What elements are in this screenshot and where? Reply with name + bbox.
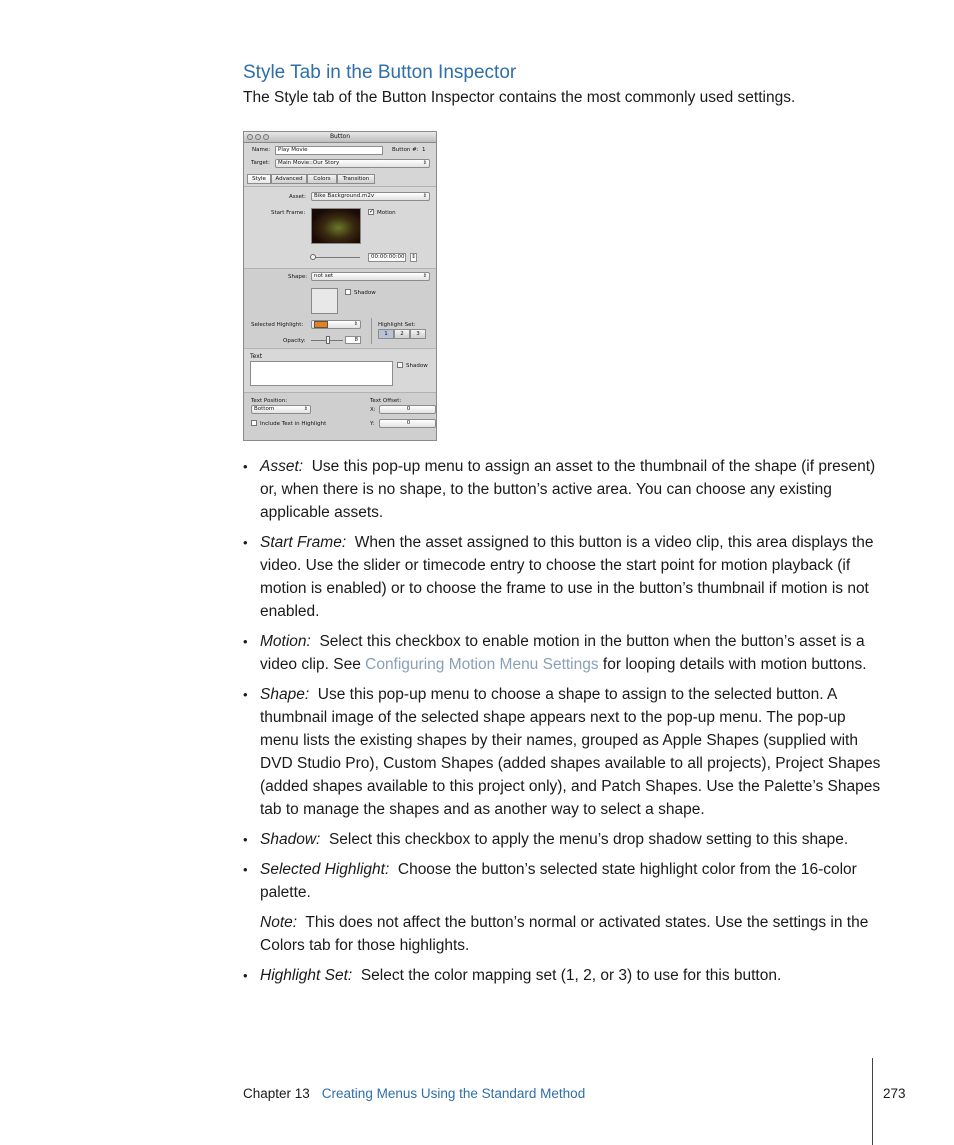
include-text-label: Include Text in Highlight [260, 421, 327, 427]
target-popup[interactable] [275, 159, 430, 168]
popup-arrows-icon: ⇕ [303, 406, 308, 412]
note-paragraph [243, 911, 883, 957]
bullet-term: Shadow: [260, 831, 321, 848]
y-offset-label: Y: [370, 421, 375, 427]
target-popup-value: Main Movie::Our Story [278, 160, 340, 166]
highlight-set-2[interactable]: 2 [394, 329, 410, 339]
bullet-text: Use this pop-up menu to assign an asset to the thumbnail of the shape (if present) or, when there is no shape, to the button’s active area. You can choose any existing applicable assets. [260, 458, 876, 521]
x-offset-value: 0 [406, 406, 411, 412]
timecode-input[interactable]: 00:00:00:00 [368, 253, 406, 262]
highlight-set-1[interactable]: 1 [378, 329, 394, 339]
bullet-term: Highlight Set: [260, 967, 353, 984]
tab-transition[interactable]: Transition [337, 174, 375, 184]
shape-popup-value: not set [314, 273, 334, 279]
button-number-label: Button #: [392, 147, 419, 153]
chapter-title-link[interactable]: Creating Menus Using the Standard Method [321, 1086, 586, 1101]
start-frame-label: Start Frame: [271, 210, 306, 216]
settings-list [243, 455, 883, 994]
popup-arrows-icon: ⇕ [353, 321, 358, 327]
list-item [243, 455, 883, 524]
bullet-icon: • [243, 832, 248, 847]
start-frame-thumbnail [311, 208, 361, 244]
bullet-term: Motion: [260, 633, 311, 650]
asset-popup-value: Bike Background.m2v [314, 193, 375, 199]
tab-advanced[interactable]: Advanced [271, 174, 307, 184]
text-position-popup[interactable] [251, 405, 311, 414]
page-number: 273 [883, 1086, 906, 1101]
text-shadow-label: Shadow [406, 363, 428, 369]
bullet-term: Selected Highlight: [260, 861, 390, 878]
highlight-set-3[interactable]: 3 [410, 329, 426, 339]
list-item [243, 630, 883, 676]
selected-highlight-label: Selected Highlight: [251, 322, 304, 328]
y-offset-stepper[interactable] [379, 419, 436, 428]
page-footer [243, 1086, 585, 1101]
shape-shadow-checkbox[interactable] [345, 289, 351, 295]
bullet-icon: • [243, 687, 248, 702]
popup-arrows-icon: ⇕ [422, 160, 427, 166]
note-text: This does not affect the button’s normal or activated states. Use the settings in the Colors tab for those highlights. [260, 914, 869, 954]
bullet-text: When the asset assigned to this button is a video clip, this area displays the video. Use the slider or timecode entry to choose the start point for motion playback (if motion is enabled) or to choose the frame to use in the button’s thumbnail if motion is not enabled. [260, 534, 874, 620]
highlight-set-label: Highlight Set: [378, 322, 416, 328]
list-item [243, 828, 883, 851]
x-offset-label: X: [370, 407, 376, 413]
bullet-icon: • [243, 634, 248, 649]
target-label: Target: [251, 160, 270, 166]
motion-checkbox[interactable]: ✓ [369, 208, 375, 215]
motion-settings-link[interactable]: Configuring Motion Menu Settings [365, 656, 599, 673]
bullet-text: for looping details with motion buttons. [598, 656, 867, 673]
bullet-text: Select this checkbox to enable motion in the button when the button’s asset is a video clip. See [260, 633, 865, 673]
opacity-label: Opacity: [283, 338, 306, 344]
list-item [243, 683, 883, 821]
bullet-text: Use this pop-up menu to choose a shape to assign to the selected button. A thumbnail image of the selected shape appears next to the pop-up menu. The pop-up menu lists the existing shapes by their names, grouped as Apple Shapes (supplied with DVD Studio Pro), Custom Shapes (added shapes available to all projects), Project Shapes (added shapes available to this project only), and Patch Shapes. Use the Palette’s Shapes tab to manage the shapes and as another way to select a shape. [260, 686, 881, 818]
bullet-icon: • [243, 968, 248, 983]
button-inspector-window [243, 131, 437, 441]
shape-popup[interactable] [311, 272, 430, 281]
tab-style[interactable]: Style [247, 174, 271, 184]
timecode-stepper[interactable]: ⇕ [411, 254, 416, 260]
footer-divider [872, 1058, 873, 1145]
shape-label: Shape: [288, 274, 308, 280]
bullet-text: Select the color mapping set (1, 2, or 3) to use for this button. [360, 967, 782, 984]
bullet-term: Shape: [260, 686, 310, 703]
popup-arrows-icon: ⇕ [422, 193, 427, 199]
section-heading: Style Tab in the Button Inspector [243, 62, 517, 83]
popup-arrows-icon: ⇕ [422, 273, 427, 279]
opacity-value[interactable]: 8 [345, 336, 361, 344]
list-item [243, 531, 883, 623]
text-shadow-checkbox[interactable] [397, 362, 403, 368]
x-offset-stepper[interactable] [379, 405, 436, 414]
asset-label: Asset: [289, 194, 306, 200]
button-number-value: 1 [422, 147, 426, 153]
text-offset-label: Text Offset: [370, 398, 402, 404]
bullet-icon: • [243, 535, 248, 550]
text-position-value: Bottom [254, 406, 275, 412]
shape-shadow-label: Shadow [354, 290, 376, 296]
note-term: Note: [260, 914, 298, 931]
list-item [243, 858, 883, 904]
include-text-checkbox[interactable] [251, 420, 257, 426]
name-label: Name: [252, 147, 271, 153]
asset-popup[interactable] [311, 192, 430, 201]
tab-colors[interactable]: Colors [307, 174, 337, 184]
intro-paragraph: The Style tab of the Button Inspector contains the most commonly used settings. [243, 89, 796, 106]
highlight-color-popup[interactable] [311, 320, 361, 329]
window-titlebar [244, 132, 436, 143]
bullet-term: Start Frame: [260, 534, 347, 551]
y-offset-value: 0 [406, 420, 411, 426]
bullet-icon: • [243, 459, 248, 474]
text-section-label: Text [250, 353, 263, 360]
window-title: Button [329, 133, 351, 140]
bullet-icon: • [243, 862, 248, 877]
bullet-text: Choose the button’s selected state highlight color from the 16-color palette. [260, 861, 857, 901]
start-frame-slider[interactable] [314, 257, 360, 258]
slider-knob[interactable] [310, 254, 316, 260]
button-text-input[interactable] [250, 361, 393, 386]
motion-label: Motion [377, 210, 396, 216]
highlight-color-swatch [314, 321, 328, 328]
chapter-label: Chapter 13 [243, 1086, 310, 1101]
list-item [243, 964, 883, 987]
divider [371, 318, 372, 344]
text-position-label: Text Position: [251, 398, 288, 404]
opacity-slider-knob[interactable] [326, 336, 330, 344]
bullet-text: Select this checkbox to apply the menu’s drop shadow setting to this shape. [328, 831, 849, 848]
bullet-term: Asset: [260, 458, 304, 475]
name-input[interactable]: Play Movie [275, 146, 383, 155]
shape-thumbnail [311, 288, 338, 314]
